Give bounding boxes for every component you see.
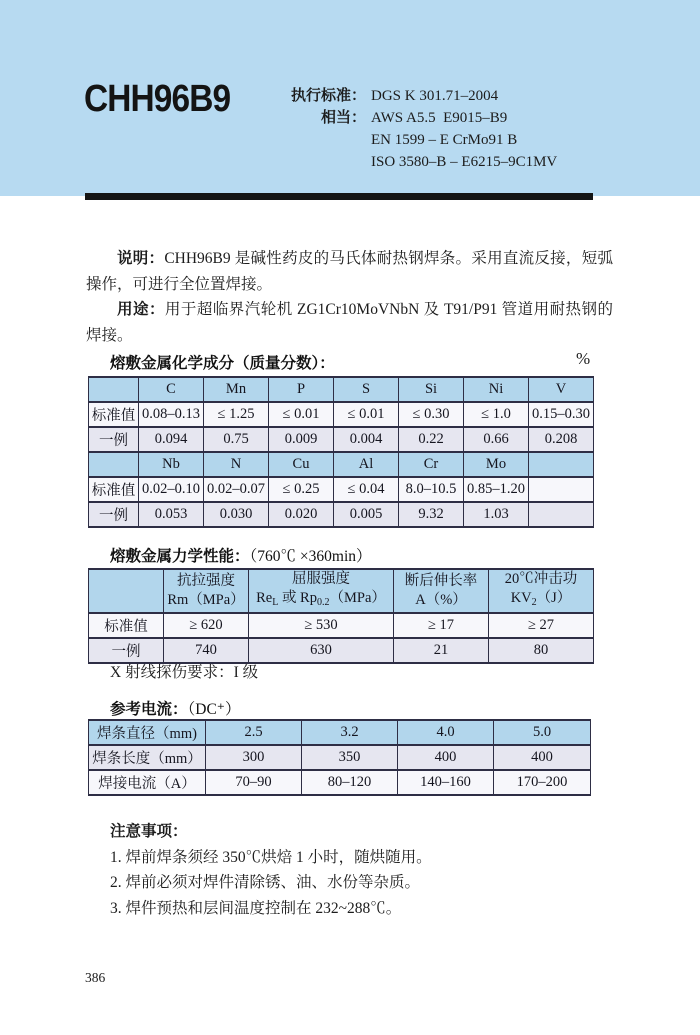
- chem-element-header: C: [139, 377, 204, 402]
- equivalent-value-iso: ISO 3580–B – E6215–9C1MV: [371, 154, 558, 170]
- equivalent-label-blank: [238, 129, 366, 151]
- table-row: [89, 427, 594, 452]
- table-row: [89, 502, 594, 527]
- mech-row-label: 一例: [89, 638, 164, 663]
- chem-value: ≤ 0.01: [334, 402, 399, 427]
- table-row: [89, 613, 594, 638]
- chem-value: 1.03: [464, 502, 529, 527]
- chem-value: ≤ 1.25: [204, 402, 269, 427]
- current-section-title: [110, 697, 240, 719]
- chem-value: 0.020: [269, 502, 334, 527]
- mech-header-line: [249, 589, 393, 612]
- notes-section: [110, 819, 432, 921]
- diameter-value: 5.0: [494, 720, 591, 745]
- chem-value: 0.66: [464, 427, 529, 452]
- mech-value: 21: [394, 638, 489, 663]
- chem-element-header: Mn: [204, 377, 269, 402]
- length-value: 350: [302, 745, 398, 770]
- mechanics-table: [88, 568, 594, 664]
- chem-corner-cell: [89, 377, 139, 402]
- yield-unit: （MPa）: [329, 590, 386, 606]
- mech-header-line: 断后伸长率: [404, 573, 478, 589]
- chemistry-unit-percent: %: [576, 349, 591, 368]
- chem-value: 0.053: [139, 502, 204, 527]
- table-row: [89, 477, 594, 502]
- standard-value: DGS K 301.71–2004: [371, 88, 499, 104]
- chem-value: ≤ 0.25: [269, 477, 334, 502]
- chemistry-section-title: 熔敷金属化学成分（质量分数）：: [110, 355, 335, 372]
- divider-bar: [85, 193, 593, 200]
- yield-symbol-sub: 0.2: [316, 597, 330, 608]
- chem-value: 9.32: [399, 502, 464, 527]
- chem-row-label: 标准值: [89, 477, 139, 502]
- impact-symbol: KV: [510, 590, 532, 606]
- chem-value: 0.009: [269, 427, 334, 452]
- chem-value: ≤ 0.01: [269, 402, 334, 427]
- yield-symbol: Re: [256, 590, 273, 606]
- mech-value: 80: [489, 638, 594, 663]
- chem-value: ≤ 1.0: [464, 402, 529, 427]
- length-value: 400: [494, 745, 591, 770]
- page-number: 386: [85, 970, 106, 985]
- current-row-label: 焊条直径（mm): [89, 720, 206, 745]
- notes-title: 注意事项：: [110, 823, 188, 840]
- mech-value: ≥ 27: [489, 613, 594, 638]
- length-value: 300: [206, 745, 302, 770]
- mech-row-label: 标准值: [89, 613, 164, 638]
- table-row: [89, 377, 594, 402]
- chem-element-header: Nb: [139, 452, 204, 477]
- standard-label: 执行标准：: [290, 87, 366, 104]
- mech-value: ≥ 620: [164, 613, 249, 638]
- table-row: [89, 402, 594, 427]
- chem-value: 0.22: [399, 427, 464, 452]
- chem-value: 8.0–10.5: [399, 477, 464, 502]
- mech-header-line: [489, 589, 593, 612]
- length-value: 400: [398, 745, 494, 770]
- chem-value: 0.15–0.30: [529, 402, 594, 427]
- diameter-value: 2.5: [206, 720, 302, 745]
- chem-element-header: N: [204, 452, 269, 477]
- equivalent-label-blank2: [238, 151, 366, 173]
- mech-header-line: Rm（MPa）: [167, 592, 245, 608]
- description-paragraph: [86, 246, 613, 297]
- note-item: 1. 焊前焊条须经 350℃烘焙 1 小时，随烘随用。: [110, 848, 432, 866]
- mech-value: ≥ 17: [394, 613, 489, 638]
- mechanics-title-condition: （760℃ ×360min）: [249, 548, 372, 565]
- impact-unit: （J）: [536, 590, 572, 606]
- current-row-label: 焊条长度（mm）: [89, 745, 206, 770]
- mech-header-line: A（%）: [415, 592, 467, 608]
- chem-value: 0.208: [529, 427, 594, 452]
- mech-header-line: 20℃冲击功: [504, 571, 578, 587]
- table-row: [89, 770, 591, 795]
- current-title-polarity: （DC⁺）: [187, 701, 241, 718]
- chem-element-header: S: [334, 377, 399, 402]
- chemistry-table: [88, 376, 594, 528]
- chem-element-header: V: [529, 377, 594, 402]
- chem-value: 0.02–0.10: [139, 477, 204, 502]
- standards-block: [238, 85, 557, 173]
- mech-value: 740: [164, 638, 249, 663]
- mech-value: ≥ 530: [249, 613, 394, 638]
- mechanics-title-bold: 熔敷金属力学性能：: [110, 548, 250, 565]
- chem-element-header: Al: [334, 452, 399, 477]
- chem-value: 0.85–1.20: [464, 477, 529, 502]
- equivalent-value-aws: AWS A5.5 E9015–B9: [371, 110, 508, 126]
- chem-row-label: 标准值: [89, 402, 139, 427]
- amperage-value: 80–120: [302, 770, 398, 795]
- table-row: [89, 569, 594, 613]
- chem-element-header: [529, 452, 594, 477]
- chem-value: ≤ 0.04: [334, 477, 399, 502]
- xray-requirement: X 射线探伤要求：I 级: [110, 664, 259, 681]
- usage-label: 用途：: [117, 301, 165, 318]
- mech-header-tensile: [164, 569, 249, 613]
- chem-value: 0.004: [334, 427, 399, 452]
- amperage-value: 170–200: [494, 770, 591, 795]
- chem-row-label: 一例: [89, 502, 139, 527]
- description-text: CHH96B9 是碱性药皮的马氏体耐热钢焊条。采用直流反接，短弧操作，可进行全位置焊接。: [86, 250, 613, 293]
- yield-symbol-sub: L: [272, 597, 279, 608]
- mech-header-line: 抗拉强度: [177, 573, 235, 589]
- impact-symbol-sub: 2: [531, 597, 537, 608]
- mech-header-line: 屈服强度: [292, 571, 350, 587]
- mech-header-impact: [489, 569, 594, 613]
- diameter-value: 3.2: [302, 720, 398, 745]
- table-row: [89, 720, 591, 745]
- chem-value: [529, 477, 594, 502]
- mechanics-section-title: [110, 544, 372, 566]
- chem-element-header: Ni: [464, 377, 529, 402]
- chem-element-header: Cr: [399, 452, 464, 477]
- amperage-value: 140–160: [398, 770, 494, 795]
- intro-section: [86, 246, 613, 348]
- note-item: 2. 焊前必须对焊件清除锈、油、水份等杂质。: [110, 874, 421, 891]
- product-title: CHH96B9: [84, 78, 231, 120]
- chem-value: 0.02–0.07: [204, 477, 269, 502]
- current-title-bold: 参考电流：: [110, 701, 188, 718]
- table-row: [89, 452, 594, 477]
- usage-text: 用于超临界汽轮机 ZG1Cr10MoVNbN 及 T91/P91 管道用耐热钢的焊接。: [86, 301, 613, 344]
- current-row-label: 焊接电流（A）: [89, 770, 206, 795]
- chem-value: 0.094: [139, 427, 204, 452]
- mech-header-elongation: [394, 569, 489, 613]
- chem-corner-cell: [89, 452, 139, 477]
- chem-value: 0.030: [204, 502, 269, 527]
- equivalent-value-en: EN 1599 – E CrMo91 B: [371, 132, 518, 148]
- chem-row-label: 一例: [89, 427, 139, 452]
- usage-paragraph: [86, 297, 613, 348]
- mech-corner-cell: [89, 569, 164, 613]
- chem-value: [529, 502, 594, 527]
- chem-value: ≤ 0.30: [399, 402, 464, 427]
- description-label: 说明：: [117, 250, 165, 267]
- chem-value: 0.08–0.13: [139, 402, 204, 427]
- amperage-value: 70–90: [206, 770, 302, 795]
- mech-header-yield: [249, 569, 394, 613]
- current-table: [88, 719, 591, 796]
- equivalent-label: 相当：: [320, 109, 366, 126]
- table-row: [89, 745, 591, 770]
- note-item: 3. 焊件预热和层间温度控制在 232~288℃。: [110, 899, 402, 917]
- chem-element-header: P: [269, 377, 334, 402]
- chem-element-header: Cu: [269, 452, 334, 477]
- chem-value: 0.75: [204, 427, 269, 452]
- chem-value: 0.005: [334, 502, 399, 527]
- mech-value: 630: [249, 638, 394, 663]
- chem-element-header: Si: [399, 377, 464, 402]
- yield-symbol: 或 Rp: [278, 590, 317, 606]
- chem-element-header: Mo: [464, 452, 529, 477]
- diameter-value: 4.0: [398, 720, 494, 745]
